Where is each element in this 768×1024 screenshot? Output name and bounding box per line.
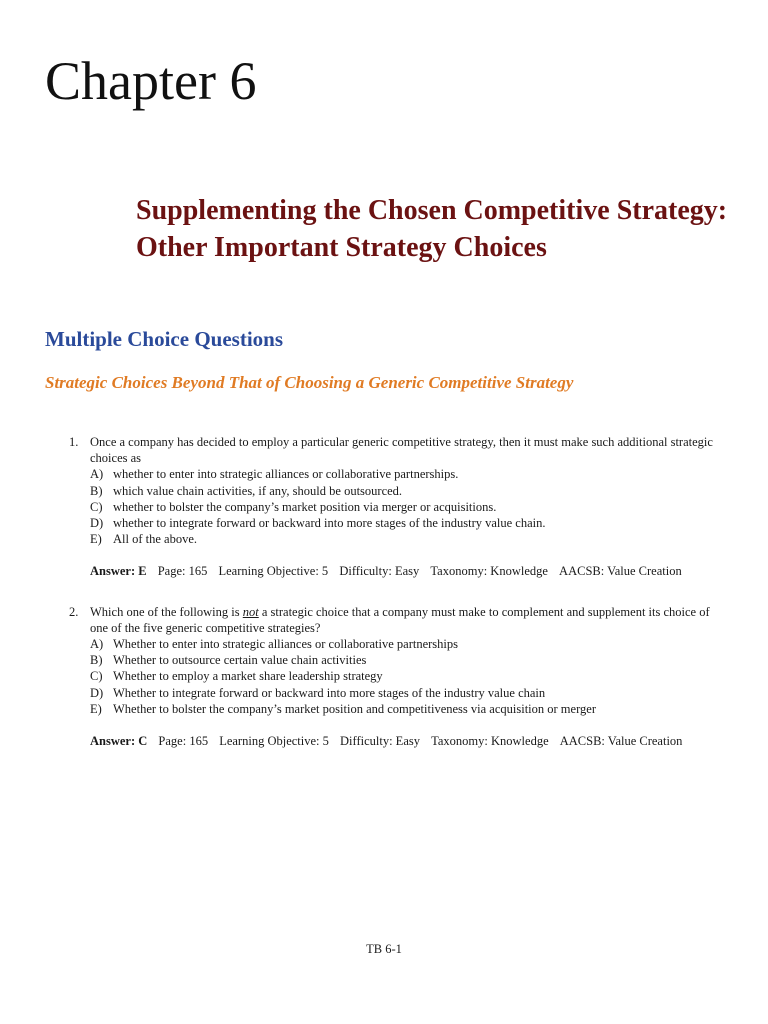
stem-text: Which one of the following is — [90, 604, 243, 619]
chapter-subtitle: Supplementing the Chosen Competitive Strategy: Other Important Strategy Choices — [136, 195, 728, 263]
choice-e — [90, 531, 728, 547]
choice-list — [90, 636, 728, 717]
choice-text: Whether to bolster the company’s market position and competitiveness via acquisition or merger — [113, 701, 596, 716]
answer-label: Answer: C — [90, 734, 148, 749]
answer-line — [90, 563, 728, 579]
choice-text: All of the above. — [113, 532, 198, 547]
choice-letter: A) — [90, 637, 104, 652]
stem-text: a strategic choice that a company must make to complement and supplement its choice of one of the five generic competitive strategies? — [90, 604, 710, 635]
stem-emphasis: not — [242, 604, 259, 619]
page-footer: TB 6-1 — [366, 942, 402, 956]
choice-d — [90, 685, 728, 701]
choice-c — [90, 499, 728, 515]
choice-c — [90, 668, 728, 684]
choice-letter: B) — [90, 483, 103, 498]
choice-letter: B) — [90, 653, 103, 668]
question-number: 2. — [69, 604, 79, 619]
question-1 — [0, 434, 768, 580]
aacsb: AACSB: Value Creation — [559, 564, 682, 579]
choice-d — [90, 515, 728, 531]
question-number: 1. — [69, 435, 79, 449]
learning-objective: Learning Objective: 5 — [218, 564, 329, 579]
choice-letter: D) — [90, 516, 104, 531]
taxonomy: Taxonomy: Knowledge — [430, 564, 548, 579]
taxonomy: Taxonomy: Knowledge — [431, 734, 549, 749]
page-ref: Page: 165 — [157, 564, 208, 579]
choice-a — [90, 466, 728, 482]
answer-label: Answer: E — [90, 564, 147, 579]
choice-text: whether to integrate forward or backward into more stages of the industry value chain. — [113, 516, 546, 531]
choice-letter: A) — [90, 467, 104, 482]
answer-line — [90, 733, 728, 749]
choice-text: whether to bolster the company’s market position via merger or acquisitions. — [113, 499, 497, 514]
choice-text: Whether to enter into strategic alliances or collaborative partnerships — [113, 637, 459, 652]
aacsb: AACSB: Value Creation — [559, 734, 683, 749]
page-ref: Page: 165 — [158, 734, 209, 749]
difficulty: Difficulty: Easy — [339, 564, 420, 579]
choice-b — [90, 483, 728, 499]
choice-e — [90, 701, 728, 717]
question-stem: Once a company has decided to employ a particular generic competitive strategy, then it must make such additional strategic choices as — [90, 435, 713, 466]
choice-letter: C) — [90, 669, 103, 684]
question-stem — [90, 604, 728, 636]
choice-text: Whether to integrate forward or backward into more stages of the industry value chain — [113, 685, 546, 700]
choice-a — [90, 636, 728, 652]
choice-text: which value chain activities, if any, should be outsourced. — [113, 483, 403, 498]
difficulty: Difficulty: Easy — [340, 734, 420, 749]
choice-letter: E) — [90, 701, 102, 716]
choice-letter: C) — [90, 499, 103, 514]
choice-text: whether to enter into strategic alliances or collaborative partnerships. — [113, 467, 459, 482]
choice-b — [90, 652, 728, 668]
subsection-heading: Strategic Choices Beyond That of Choosing a Generic Competitive Strategy — [45, 373, 574, 392]
question-list — [0, 434, 768, 773]
question-2 — [0, 604, 768, 750]
choice-text: Whether to outsource certain value chain activities — [113, 653, 367, 668]
choice-list — [90, 466, 728, 547]
choice-text: Whether to employ a market share leadership strategy — [113, 669, 383, 684]
learning-objective: Learning Objective: 5 — [219, 734, 329, 749]
chapter-title: Chapter 6 — [45, 51, 257, 111]
choice-letter: D) — [90, 685, 104, 700]
section-heading: Multiple Choice Questions — [45, 327, 284, 351]
choice-letter: E) — [90, 532, 102, 547]
